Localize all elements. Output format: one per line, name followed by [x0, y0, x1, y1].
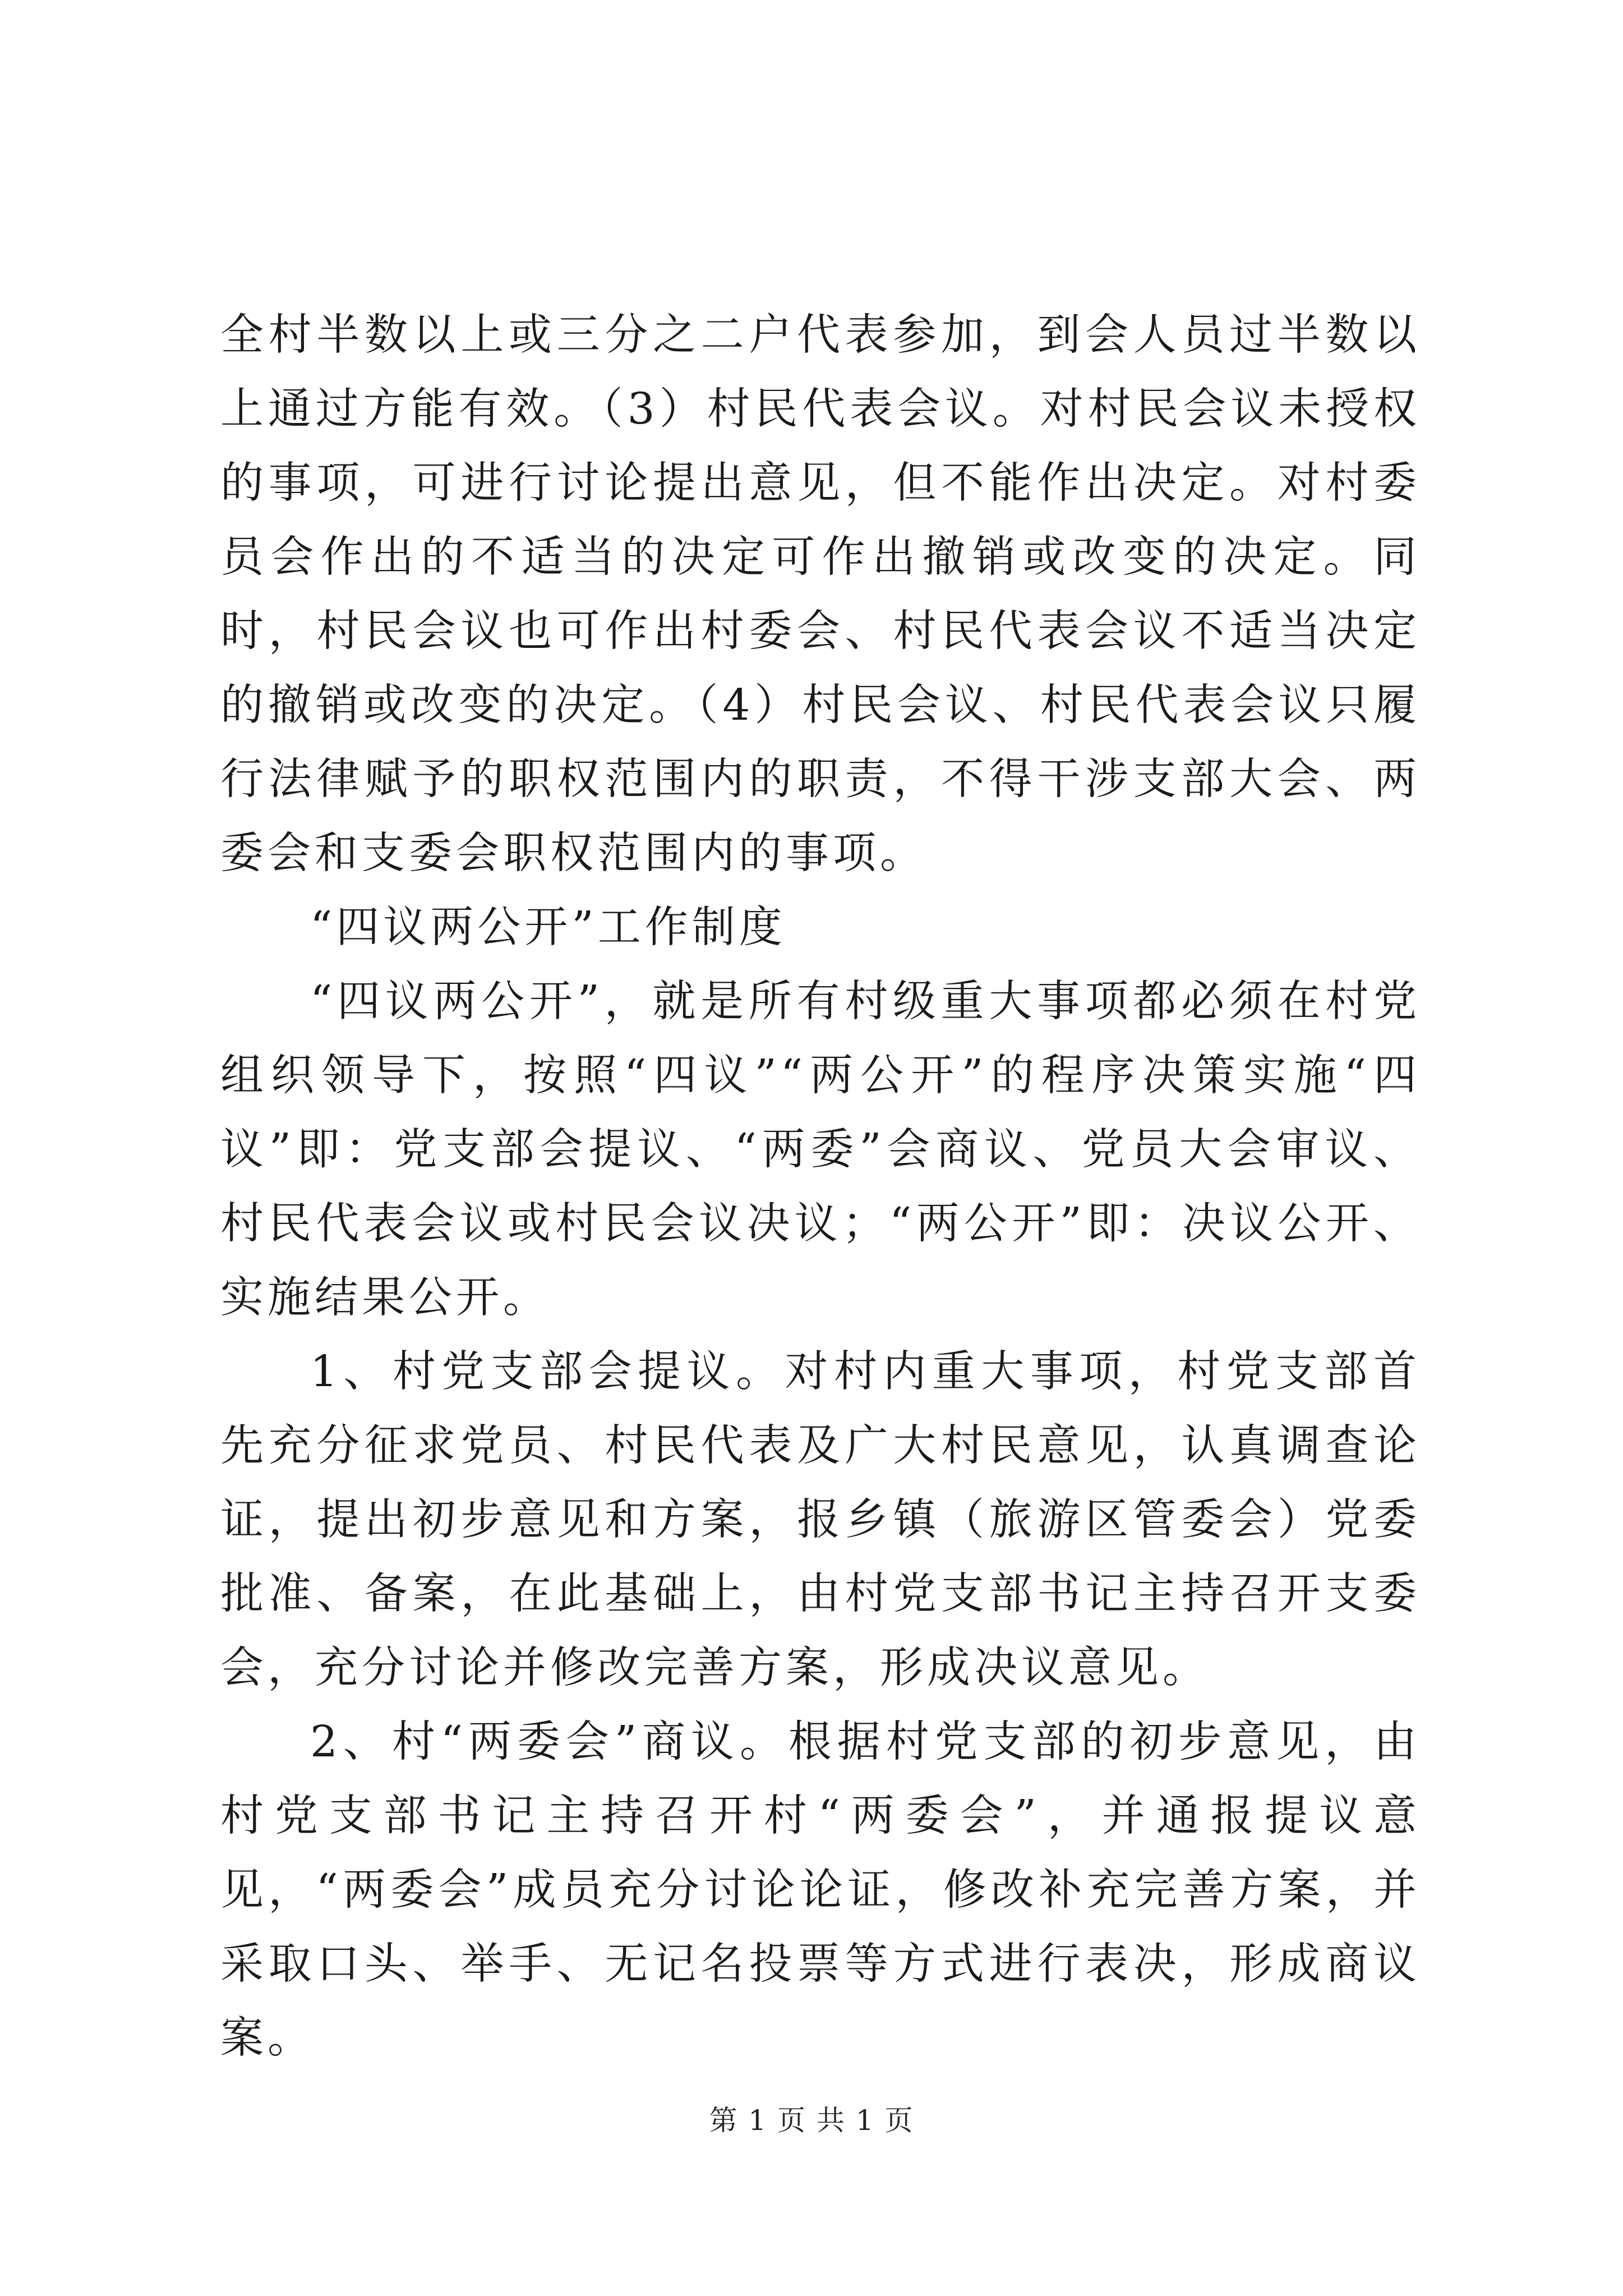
page-footer: 第 1 页 共 1 页 [709, 2104, 914, 2137]
paragraph: 全村半数以上或三分之二户代表参加，到会人员过半数以上通过方能有效。（3）村民代表会议。对村民会议未授权的事项，可进行讨论提出意见，但不能作出决定。对村委员会作出的不适当的决定可作出撤销或改变的决定。同时，村民会议也可作出村委会、村民代表会议不适当决定的撤销或改变的决定。（4）村民会议、村民代表会议只履行法律赋予的职权范围内的职责，不得干涉支部大会、两委会和支委会职权范围内的事项。 [220, 310, 1421, 878]
section-heading: “四议两公开”工作制度 [310, 903, 786, 953]
paragraph: “四议两公开”，就是所有村级重大事项都必须在村党组织领导下，按照“四议”“两公开”的程序决策实施“四议”即：党支部会提议、“两委”会商议、党员大会审议、村民代表会议或村民会议决议；“两公开”即：决议公开、实施结果公开。 [220, 977, 1421, 1323]
document-body [220, 298, 1421, 2076]
paragraph: 2、村“两委会”商议。根据村党支部的初步意见，由村党支部书记主持召开村“两委会”，并通报提议意见，“两委会”成员充分讨论论证，修改补充完善方案，并采取口头、举手、无记名投票等方式进行表决，形成商议案。 [220, 1717, 1421, 2063]
paragraph: 1、村党支部会提议。对村内重大事项，村党支部首先充分征求党员、村民代表及广大村民意见，认真调查论证，提出初步意见和方案，报乡镇（旅游区管委会）党委批准、备案，在此基础上，由村党支部书记主持召开支委会，充分讨论并修改完善方案，形成决议意见。 [220, 1347, 1421, 1693]
